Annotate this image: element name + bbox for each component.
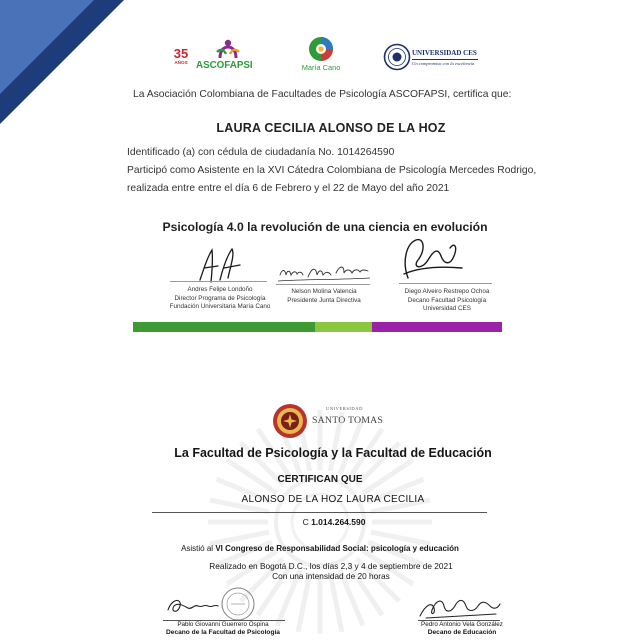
signatory-role: Presidente Junta Directiva: [287, 296, 361, 304]
signatory-role: Decano de Educación: [427, 629, 497, 636]
dean-stamp-icon: [218, 585, 258, 623]
signature-molina: [276, 259, 372, 287]
color-bar-light-green: [315, 322, 372, 332]
ascofapsi-wordmark: ASCOFAPSI: [196, 60, 253, 71]
ces-wordmark-rule: [412, 59, 478, 60]
ascofapsi-emblem-icon: [214, 38, 242, 60]
watermark-ray: [371, 532, 430, 544]
color-bar-purple: [372, 322, 502, 332]
anniversary-number: 35: [173, 46, 189, 61]
signature-line: [170, 281, 267, 282]
certify-label: CERTIFICAN QUE: [277, 474, 363, 485]
signatory-name: Nelson Molina Valencia: [291, 288, 357, 295]
santo-tomas-wordmark: SANTO TOMAS: [312, 415, 384, 426]
id-number-line: [264, 517, 404, 527]
id-prefix: C: [302, 517, 309, 527]
ces-wordmark: UNIVERSIDAD CES: [412, 49, 477, 57]
signatory-institution: Fundación Universitaria María Cano: [169, 303, 271, 311]
maria-cano-wordmark: María Cano: [301, 63, 341, 72]
anniversary-label: AÑOS: [174, 60, 188, 65]
id-number: 1.014.264.590: [311, 517, 366, 527]
attendance-line: [140, 544, 500, 554]
signature-guerrero: [164, 592, 220, 620]
intensity-line: Con una intensidad de 20 horas: [272, 571, 390, 581]
ces-seal-icon: [383, 43, 411, 71]
recipient-name: LAURA CECILIA ALONSO DE LA HOZ: [216, 121, 446, 135]
watermark-ray: [330, 573, 342, 632]
corner-decoration: [0, 0, 126, 126]
attended-prefix: Asistió al: [181, 544, 214, 553]
signatory-role: Director Programa de Psicología: [174, 294, 266, 302]
signatory-block-londono: [166, 286, 274, 312]
event-date-line: Realizado en Bogotá D.C., los días 2,3 y 4 de septiembre de 2021: [209, 561, 453, 571]
signature-line: [276, 284, 370, 285]
signatory-role: Decano Facultad Psicología: [407, 296, 487, 304]
watermark-ray: [210, 532, 269, 544]
signatory-institution: Universidad CES: [423, 305, 471, 313]
signatory-name: Andres Felipe Londoño: [187, 286, 253, 293]
anniversary-logo: [169, 47, 193, 66]
signatory-name: Diego Alveiro Restrepo Ochoa: [404, 288, 490, 295]
color-bar-green: [133, 322, 315, 332]
id-line: Identificado (a) con cédula de ciudadanía No. 1014264590: [127, 147, 395, 158]
certificate-intro: La Asociación Colombiana de Facultades de Psicología ASCOFAPSI, certifica que:: [133, 89, 512, 100]
name-underline: [152, 512, 487, 513]
santo-tomas-university-label: UNIVERSIDAD: [326, 406, 363, 411]
recipient-name-bottom: ALONSO DE LA HOZ LAURA CECILIA: [241, 494, 425, 505]
faculties-heading: La Facultad de Psicología y la Facultad de Educación: [174, 446, 492, 460]
event-name: VI Congreso de Responsabilidad Social: psicología y educación: [215, 544, 459, 553]
santo-tomas-seal-icon: [270, 402, 310, 440]
date-range-line: realizada entre entre el día 6 de Febrero y el 22 de Mayo del año 2021: [127, 183, 450, 194]
signatory-name: Pedro Antonio Vela González: [421, 621, 503, 628]
signatory-block-vela: [412, 621, 512, 637]
signatory-block-restrepo: [396, 288, 498, 314]
signature-restrepo: [398, 234, 466, 282]
maria-cano-emblem-icon: [306, 36, 336, 63]
signature-vela: [416, 594, 502, 622]
watermark-ray: [298, 573, 310, 632]
signature-line: [399, 283, 492, 284]
signature-londono: [190, 244, 250, 286]
signatory-name: Pablo Giovanni Guerrero Ospina: [177, 621, 269, 628]
event-title: Psicología 4.0 la revolución de una ciencia en evolución: [162, 220, 488, 234]
ces-tagline: Un compromiso con la excelencia: [412, 61, 475, 66]
signatory-block-guerrero: [158, 621, 288, 637]
signatory-role: Decano de la Facultad de Psicología: [166, 629, 280, 636]
signatory-block-molina: [274, 288, 374, 305]
participation-line: Participó como Asistente en la XVI Cátedra Colombiana de Psicología Mercedes Rodrigo,: [127, 165, 537, 176]
